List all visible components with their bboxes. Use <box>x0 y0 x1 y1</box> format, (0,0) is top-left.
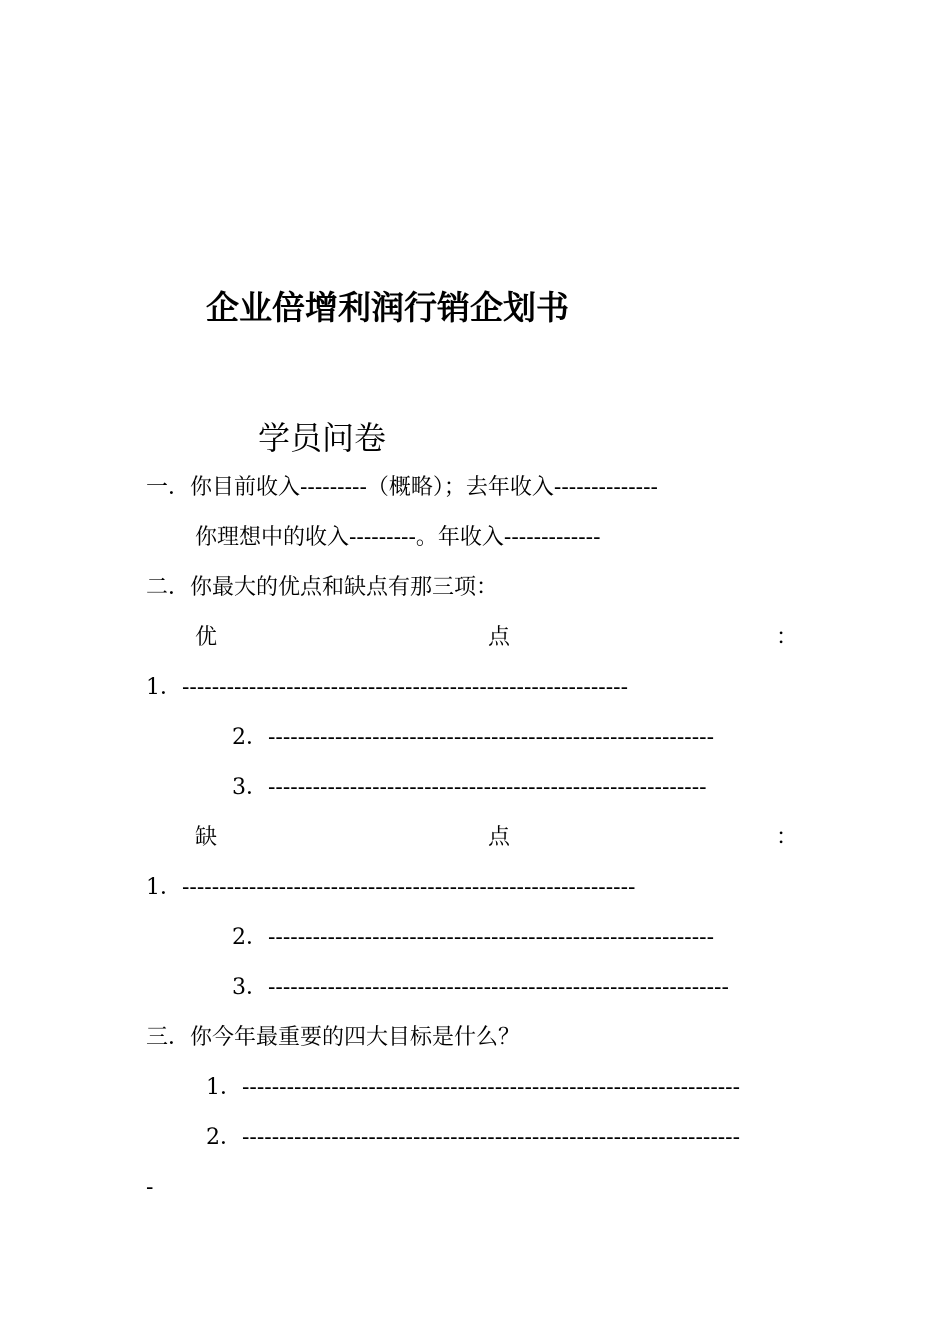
weaknesses-label-char2: 点 <box>488 825 511 850</box>
q2-heading: 二．你最大的优点和缺点有那三项： <box>146 575 499 600</box>
goal-item-2-wrap: - <box>146 1175 154 1200</box>
weakness-item-3: 3．-------------------------------------------------------------- <box>232 975 729 1000</box>
document-title: 企业倍增利润行销企划书 <box>206 288 569 327</box>
weaknesses-label-char1: 缺 <box>195 825 218 850</box>
strength-item-1: 1．------------------------------------------------------------ <box>146 675 629 700</box>
strengths-label-char2: 点 <box>488 625 511 650</box>
goal-item-2: 2．------------------------------------------------------------------- <box>206 1125 741 1150</box>
weakness-item-1: 1．------------------------------------------------------------- <box>146 875 636 900</box>
q3-heading: 三．你今年最重要的四大目标是什么？ <box>146 1025 521 1050</box>
strengths-label-char1: 优 <box>195 625 218 650</box>
strength-item-3: 3．----------------------------------------------------------- <box>232 775 707 800</box>
goal-item-1: 1．------------------------------------------------------------------- <box>206 1075 741 1100</box>
document-subtitle: 学员问卷 <box>258 419 387 457</box>
q1-line2: 你理想中的收入---------。年收入------------- <box>195 525 601 550</box>
strengths-label-colon: ： <box>776 625 799 650</box>
weaknesses-label-colon: ： <box>776 825 799 850</box>
strength-item-2: 2．------------------------------------------------------------ <box>232 725 715 750</box>
q1-line1: 一．你目前收入---------（概略）；去年收入-------------- <box>146 475 658 500</box>
weakness-item-2: 2．------------------------------------------------------------ <box>232 925 715 950</box>
